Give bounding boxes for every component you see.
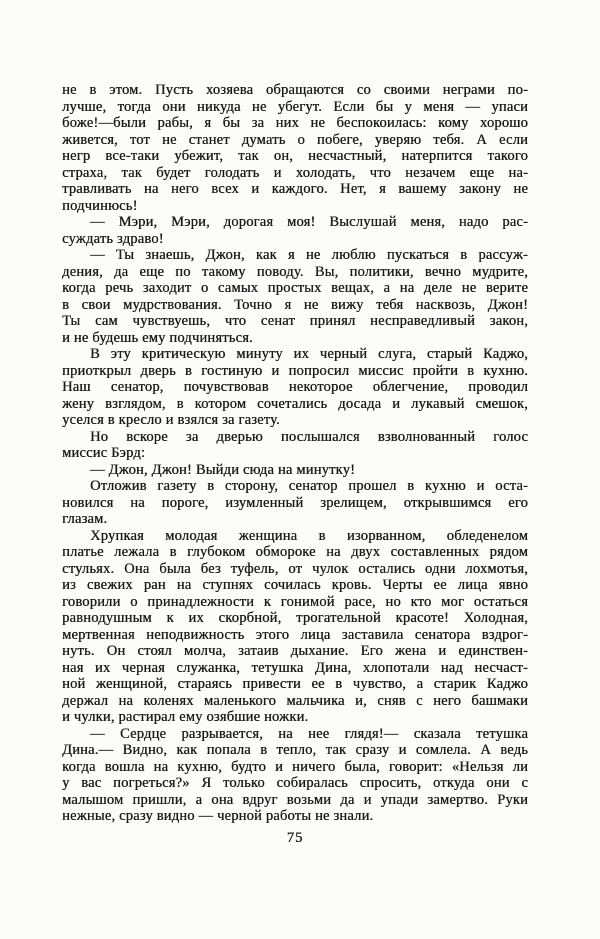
text-line: у вас погреться?» Я только собиралась спросить, откуда они с bbox=[62, 775, 528, 791]
text-line: — Мэри, Мэри, дорогая моя! Выслушай меня, надо рас- bbox=[90, 214, 528, 230]
text-line: суждать здраво! bbox=[62, 230, 164, 247]
text-line: нуть. Он стоял молча, затаив дыхание. Его жена и единствен- bbox=[62, 643, 528, 659]
text-line: Дина.— Видно, как попала в тепло, так сразу и сомлела. А ведь bbox=[62, 742, 528, 758]
text-line: в свои мудрствования. Точно я не вижу тебя насквозь, Джон! bbox=[62, 296, 528, 313]
text-line: В эту критическую минуту их черный слуга, старый Каджо, bbox=[90, 346, 528, 362]
text-line: ной женщиной, стараясь привести ее в чувство, а старик Каджо bbox=[62, 676, 528, 692]
text-line: миссис Бэрд: bbox=[62, 445, 146, 461]
text-line: подчинюсь! bbox=[62, 197, 138, 214]
text-line: ная их черная служанка, тетушка Дина, хлопотали над несчаст- bbox=[62, 659, 528, 676]
paragraph bbox=[62, 528, 528, 726]
text-line: Но вскоре за дверью послышался взволнованный голос bbox=[90, 428, 528, 445]
paragraph bbox=[62, 214, 528, 247]
text-line: — Сердце разрывается, на нее глядя!— сказала тетушка bbox=[90, 725, 528, 742]
paragraph bbox=[62, 726, 528, 825]
text-line: стульях. Она была без туфель, от чулок остались одни лохмотья, bbox=[62, 560, 528, 577]
text-line: дения, да еще по такому поводу. Вы, политики, вечно мудрите, bbox=[62, 263, 528, 280]
paragraph bbox=[62, 462, 528, 479]
text-line: новился на пороге, изумленный зрелищем, открывшимся его bbox=[62, 494, 528, 511]
text-line: живется, тот не станет думать о побеге, уверяю тебя. А если bbox=[62, 131, 528, 148]
text-line: глазам. bbox=[62, 511, 108, 527]
text-line: приоткрыл дверь в гостиную и попросил миссис пройти в кухню. bbox=[62, 362, 528, 379]
text-line: Отложив газету в сторону, сенатор прошел в кухню и оста- bbox=[90, 478, 528, 494]
text-line: — Ты знаешь, Джон, как я не люблю пускаться в рассуж- bbox=[90, 247, 528, 263]
text-line: говорили о принадлежности к гонимой расе, но кто мог остаться bbox=[62, 593, 528, 610]
text-line: травливать на него всех и каждого. Нет, я вашему закону не bbox=[62, 181, 528, 197]
text-line: равнодушным к их скорбной, трогательной красоте! Холодная, bbox=[62, 610, 528, 626]
text-line: негр все-таки убежит, так он, несчастный, натерпится такого bbox=[62, 148, 528, 164]
text-line: держал на коленях маленького мальчика и, сняв с него башмаки bbox=[62, 692, 528, 709]
text-line: Наш сенатор, почувствовав некоторое облегчение, проводил bbox=[62, 379, 528, 395]
text-line: и не будешь ему подчиняться. bbox=[62, 329, 253, 346]
paragraph bbox=[62, 478, 528, 528]
text-line: платье лежала в глубоком обмороке на двух составленных рядом bbox=[62, 544, 528, 560]
text-line: малышом пришли, а она вдруг возьми да и упади замертво. Руки bbox=[62, 791, 528, 808]
page-text-block bbox=[62, 82, 528, 825]
paragraph bbox=[62, 346, 528, 429]
text-line: лучше, тогда они никуда не убегут. Если бы у меня — упаси bbox=[62, 98, 528, 115]
text-line: не в этом. Пусть хозяева обращаются со своими неграми по- bbox=[62, 82, 528, 98]
text-line: когда вошла на кухню, будто и ничего была, говорит: «Нельзя ли bbox=[62, 758, 528, 775]
paragraph bbox=[62, 247, 528, 346]
text-line: нежные, сразу видно — черной работы не знали. bbox=[62, 808, 374, 824]
paragraph bbox=[62, 82, 528, 214]
text-line: Хрупкая молодая женщина в изорванном, обледенелом bbox=[90, 527, 528, 544]
text-line: мертвенная неподвижность этого лица заставила сенатора вздрог- bbox=[62, 626, 528, 643]
text-line: страха, так будет голодать и холодать, что незачем еще на- bbox=[62, 164, 528, 181]
text-line: жену взглядом, в котором сочетались досада и лукавый смешок, bbox=[62, 395, 528, 412]
text-line: уселся в кресло и взялся за газету. bbox=[62, 412, 280, 428]
text-line: из свежих ран на ступнях сочилась кровь. Черты ее лица явно bbox=[62, 577, 528, 593]
text-line: — Джон, Джон! Выйди сюда на минутку! bbox=[90, 461, 356, 478]
text-line: когда речь заходит о самых простых вещах, а на деле не верите bbox=[62, 280, 528, 296]
text-line: и чулки, растирал ему озябшие ножки. bbox=[62, 709, 309, 725]
text-line: Ты сам чувствуешь, что сенат принял несправедливый закон, bbox=[62, 313, 528, 329]
page-number: 75 bbox=[286, 830, 304, 846]
paragraph bbox=[62, 429, 528, 462]
text-line: боже!—были рабы, я бы за них не беспокоилась: кому хорошо bbox=[62, 115, 528, 131]
